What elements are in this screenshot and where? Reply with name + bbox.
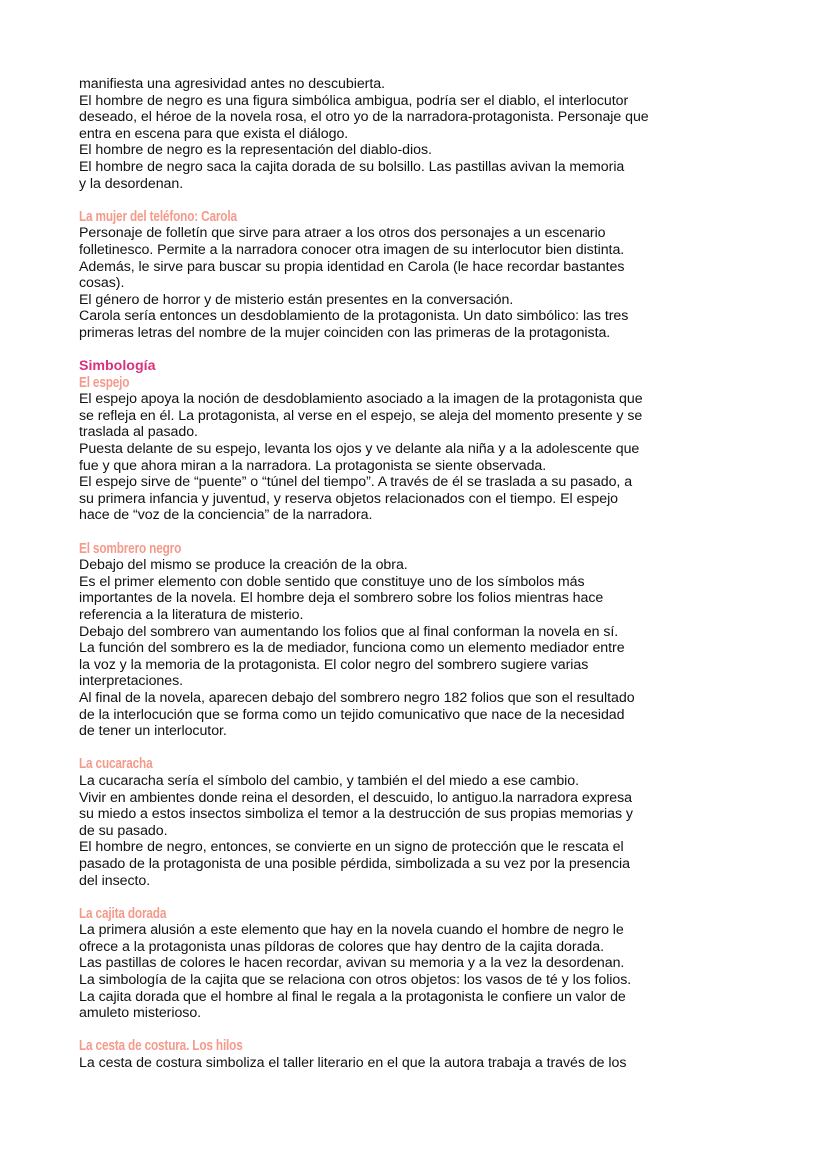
text-line: La función del sombrero es la de mediador, funciona como un elemento mediador entre [79, 640, 625, 657]
subheading-cucaracha: La cucaracha [79, 756, 153, 773]
text-line: Las pastillas de colores le hacen recordar, avivan su memoria y a la vez la desordenan. [79, 955, 625, 972]
text-line: amuleto misterioso. [79, 1005, 202, 1022]
text-line: del insecto. [79, 872, 151, 889]
text-line: La cajita dorada que el hombre al final le regala a la protagonista le confiere un valor de [79, 988, 626, 1005]
spacer [79, 1022, 719, 1039]
section-cajita [79, 906, 719, 1022]
text-line: y la desordenan. [79, 175, 184, 192]
text-line: la voz y la memoria de la protagonista. El color negro del sombrero sugiere varias [79, 656, 589, 673]
subheading-cesta: La cesta de costura. Los hilos [79, 1038, 243, 1055]
text-line: folletinesco. Permite a la narradora conocer otra imagen de su interlocutor bien distinta. [79, 241, 625, 258]
text-line: entra en escena para que exista el diálogo. [79, 125, 349, 142]
spacer [79, 342, 719, 359]
text-line: pasado de la protagonista de una posible pérdida, simbolizada a su vez por la presencia [79, 855, 630, 872]
intro-paragraph [79, 76, 719, 192]
subheading-sombrero: El sombrero negro [79, 540, 182, 557]
text-line: La cesta de costura simboliza el taller literario en el que la autora trabaja a través de los [79, 1055, 627, 1072]
text-line: Además, le sirve para buscar su propia identidad en Carola (le hace recordar bastantes [79, 258, 625, 275]
text-line: primeras letras del nombre de la mujer coinciden con las primeras de la protagonista. [79, 324, 611, 341]
text-line: Al final de la novela, aparecen debajo del sombrero negro 182 folios que son el resultado [79, 689, 635, 706]
text-line: Personaje de folletín que sirve para atraer a los otros dos personajes a un escenario [79, 225, 606, 242]
text-line: fue y que ahora miran a la narradora. La protagonista se siente observada. [79, 457, 547, 474]
subheading-carola: La mujer del teléfono: Carola [79, 208, 237, 225]
text-line: El espejo apoya la noción de desdoblamiento asociado a la imagen de la protagonista que [79, 391, 643, 408]
text-line: de su pasado. [79, 822, 168, 839]
spacer [79, 192, 719, 209]
text-line: El espejo sirve de “puente” o “túnel del tiempo”. A través de él se traslada a su pasado, a [79, 474, 633, 491]
text-line: hace de “voz de la conciencia” de la narradora. [79, 507, 373, 524]
text-line: Es el primer elemento con doble sentido que constituye uno de los símbolos más [79, 573, 585, 590]
subheading-cajita: La cajita dorada [79, 905, 167, 922]
section-carola [79, 209, 719, 342]
text-line: se refleja en él. La protagonista, al verse en el espejo, se aleja del momento presente y se [79, 407, 643, 424]
text-line: Carola sería entonces un desdoblamiento de la protagonista. Un dato simbólico: las tres [79, 308, 629, 325]
text-line: importantes de la novela. El hombre deja el sombrero sobre los folios mientras hace [79, 590, 604, 607]
text-line: Puesta delante de su espejo, levanta los ojos y ve delante ala niña y a la adolescente que [79, 441, 640, 458]
spacer [79, 740, 719, 757]
text-line: La cucaracha sería el símbolo del cambio, y también el del miedo a ese cambio. [79, 772, 580, 789]
text-line: El género de horror y de misterio están presentes en la conversación. [79, 291, 514, 308]
spacer [79, 889, 719, 906]
text-line: ofrece a la protagonista unas píldoras de colores que hay dentro de la cajita dorada. [79, 938, 604, 955]
section-cesta [79, 1038, 719, 1071]
text-line: El hombre de negro, entonces, se convierte en un signo de protección que le rescata el [79, 839, 624, 856]
text-line: su primera infancia y juventud, y reserva objetos relacionados con el tiempo. El espejo [79, 490, 619, 507]
text-line: El hombre de negro es la representación del diablo-dios. [79, 142, 432, 159]
text-line: cosas). [79, 275, 125, 292]
text-line: La simbología de la cajita que se relaciona con otros objetos: los vasos de té y los folios. [79, 972, 632, 989]
section-cucaracha [79, 756, 719, 889]
subheading-espejo: El espejo [79, 374, 130, 391]
text-line: deseado, el héroe de la novela rosa, el otro yo de la narradora-protagonista. Personaje que [79, 109, 649, 126]
text-line: El hombre de negro saca la cajita dorada de su bolsillo. Las pastillas avivan la memoria [79, 158, 625, 175]
text-line: Vivir en ambientes donde reina el desorden, el descuido, lo antiguo.la narradora expresa [79, 789, 632, 806]
section-espejo [79, 375, 719, 524]
document-body [79, 76, 719, 1072]
section-heading-simbologia: Simbología [79, 358, 156, 375]
text-line: de la interlocución que se forma como un tejido comunicativo que nace de la necesidad [79, 706, 625, 723]
text-line: La primera alusión a este elemento que hay en la novela cuando el hombre de negro le [79, 922, 624, 939]
spacer [79, 524, 719, 541]
text-line: Debajo del mismo se produce la creación de la obra. [79, 557, 408, 574]
text-line: su miedo a estos insectos simboliza el temor a la destrucción de sus propias memorias y [79, 806, 633, 823]
text-line: El hombre de negro es una figura simbólica ambigua, podría ser el diablo, el interlocutor [79, 92, 629, 109]
text-line: traslada al pasado. [79, 424, 198, 441]
text-line: referencia a la literatura de misterio. [79, 607, 304, 623]
section-sombrero [79, 541, 719, 740]
text-line: Debajo del sombrero van aumentando los folios que al final conforman la novela en sí. [79, 623, 619, 640]
text-line: manifiesta una agresividad antes no descubierta. [79, 76, 385, 92]
text-line: de tener un interlocutor. [79, 723, 227, 740]
text-line: interpretaciones. [79, 673, 184, 690]
